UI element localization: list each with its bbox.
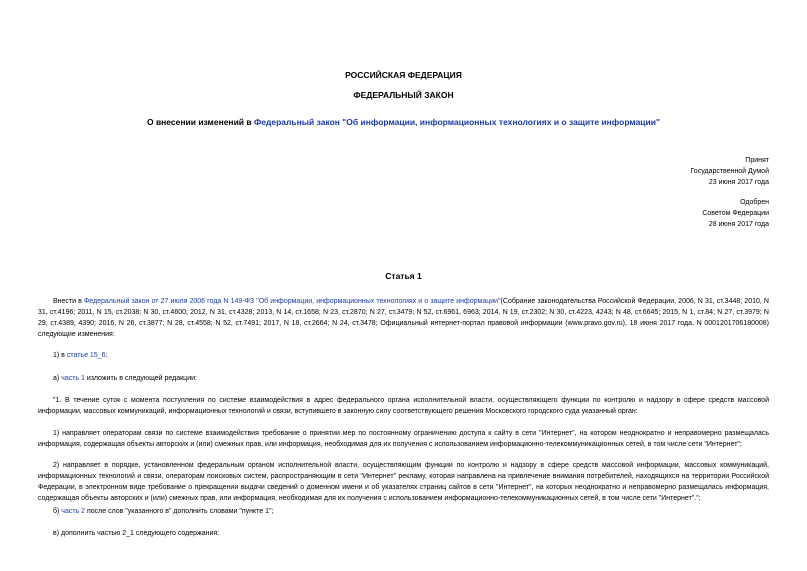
law-title [0, 117, 807, 127]
item-b [38, 506, 769, 517]
law-title-prefix: О внесении изменений в [146, 117, 254, 127]
item-b-prefix: б) [53, 508, 62, 515]
article-15-6-link[interactable]: статье 15_6 [66, 352, 106, 359]
article-heading: Статья 1 [385, 271, 422, 281]
accepted-date: 23 июня 2017 года [708, 179, 769, 186]
quote-paragraph-1: "1. В течение суток с момента поступления по системе взаимодействия в адрес федерального органа исполнительной власти, осуществляющего функции по контролю и надзору в сфере средств массовой информации, массовых коммуникаций, информационных технологий и связи, вступившего в законную силу соответствующего решения Московского городского суда указанный орган: [38, 397, 769, 415]
item-a [38, 373, 769, 384]
item-1 [38, 350, 769, 361]
law-title-link[interactable]: Федеральный закон "Об информации, информационных технологиях и о защите информации" [253, 117, 661, 127]
approved-date: 28 июня 2017 года [708, 221, 769, 228]
quote-paragraph-3: 2) направляет в порядке, установленном федеральным органом исполнительной власти, осуществляющим функции по контролю и надзору в сфере средств массовой информации, массовых коммуникаций, информационных технологий и связи, операторам поисковых систем, распространяющим в сети "Интернет" рекламу, которая направлена на привлечение внимания потребителей, находящихся на территории Российской Федерации, в электронном виде требование о прекращении выдачи сведений о доменном имени и об указателях страниц сайтов в сети "Интернет", на которых неоднократно и неправомерно размещалась информация, содержащая объекты авторских и (или) смежных прав, или информация, необходимая для их получения с использованием информационно-телекоммуникационных сетей, в том числе сети "Интернет"."; [38, 462, 769, 502]
intro-paragraph [38, 296, 769, 340]
item-a-prefix: а) [53, 375, 62, 382]
accepted-block [569, 155, 769, 188]
approved-block [569, 197, 769, 230]
item-1-suffix: : [105, 352, 108, 359]
quote-paragraph-2: 1) направляет операторам связи по системе взаимодействия требование о принятии мер по постоянному ограничению доступа к сайту в сети "Интернет", на котором неоднократно и неправомерно размещалась информация, содержащая объекты авторских и (или) смежных прав, или информация, необходимая для их получения с использованием информационно-телекоммуникационных сетей, в том числе сети "Интернет"; [38, 430, 769, 448]
item-b-rest: после слов "указанного в" дополнить словами "пункте 1"; [85, 508, 274, 515]
part-2-link[interactable]: часть 2 [61, 508, 86, 515]
intro-rest: (Собрание законодательства Российской Федерации, 2006, N 31, ст.3448; 2010, N 31, ст.4196; 2011, N 15, ст.2038; N 30, ст.4600; 2012, N 31, ст.4328; 2013, N 14, ст.1658; N 23, ст.2870; N 27, ст.3479; N 52, ст.6961, 6963; 2014, N 19, ст.2302; N 30, ст.4223, 4243; N 48, ст.6645; 2015, N 1, ст.84; N 27, ст.3979; N 29, ст.4389, 4390; 2016, N 26, ст.3877; N 28, ст.4558; N 52, ст.7491; 2017, N 18, ст.2664; N 24, ст.3478; Официальный интернет-портал правовой информации (www.pravo.gov.ru), 18 июня 2017 года, N 0001201706180008) следующие изменения: [38, 298, 769, 338]
accepted-word: Принят [745, 157, 769, 164]
approved-word: Одобрен [740, 199, 769, 206]
item-1-prefix: 1) в [53, 352, 67, 359]
intro-law-link[interactable]: Федеральный закон от 27 июля 2006 года N 149-ФЗ "Об информации, информационных технологиях и о защите информации" [83, 298, 501, 305]
item-v: в) дополнить частью 2_1 следующего содержания: [53, 530, 220, 537]
country-heading: РОССИЙСКАЯ ФЕДЕРАЦИЯ [345, 70, 462, 80]
item-a-rest: изложить в следующей редакции: [84, 375, 197, 382]
doc-type-heading: ФЕДЕРАЛЬНЫЙ ЗАКОН [353, 90, 454, 100]
accepted-by: Государственной Думой [690, 168, 769, 175]
part-1-link[interactable]: часть 1 [61, 375, 85, 382]
intro-prefix: Внести в [53, 298, 84, 305]
approved-by: Советом Федерации [702, 210, 769, 217]
